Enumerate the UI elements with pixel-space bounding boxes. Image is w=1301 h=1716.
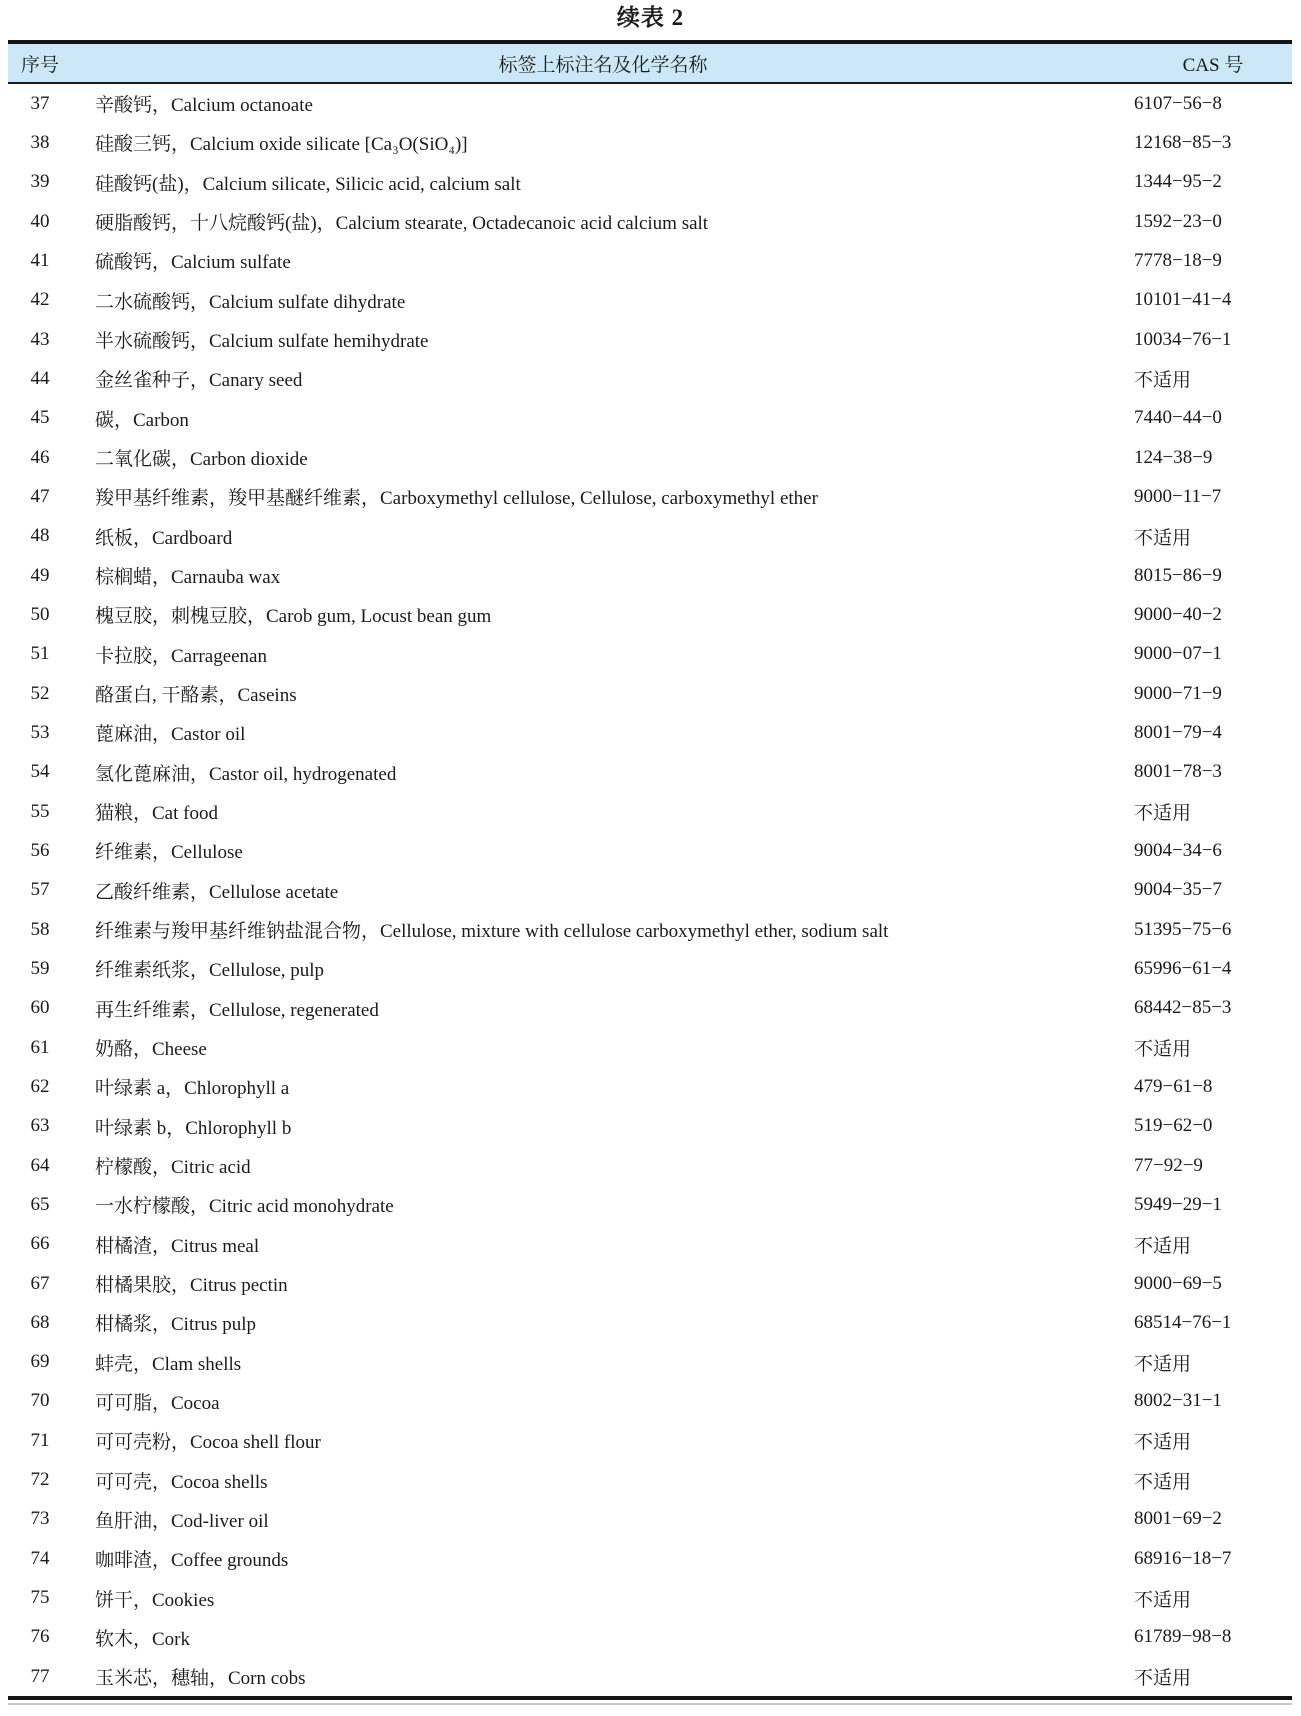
table-row — [8, 792, 1292, 831]
cas-number: 61789−98−8 — [1134, 1626, 1232, 1648]
substance-name: 乙酸纤维素，Cellulose acetate — [95, 881, 339, 903]
row-serial-number: 57 — [30, 879, 50, 901]
substance-name: 可可脂，Cocoa — [95, 1392, 220, 1414]
table-row — [8, 477, 1292, 516]
cas-number: 8001−69−2 — [1134, 1508, 1222, 1530]
cas-number: 8001−78−3 — [1134, 761, 1222, 783]
row-serial-number: 68 — [30, 1311, 50, 1333]
row-serial-number: 53 — [30, 721, 50, 743]
cas-number: 1592−23−0 — [1134, 210, 1222, 232]
cas-number: 124−38−9 — [1134, 446, 1213, 468]
substance-name: 奶酪，Cheese — [95, 1039, 207, 1061]
substance-name: 硅酸三钙，Calcium oxide silicate [Ca₃O(SiO₄)] — [95, 134, 468, 156]
table-row — [8, 1028, 1292, 1067]
cas-number: 68514−76−1 — [1134, 1311, 1232, 1333]
substance-name: 柑橘果胶，Citrus pectin — [95, 1275, 288, 1296]
cas-number: 9000−71−9 — [1134, 682, 1222, 704]
cas-number: 8002−31−1 — [1134, 1390, 1222, 1412]
substance-name: 硬脂酸钙，十八烷酸钙(盐)，Calcium stearate, Octadecanoic acid calcium salt — [95, 213, 709, 235]
row-serial-number: 38 — [30, 131, 50, 153]
substance-name: 咖啡渣，Coffee grounds — [95, 1550, 289, 1572]
substance-name: 氢化蓖麻油，Castor oil, hydrogenated — [95, 763, 397, 785]
row-serial-number: 43 — [30, 328, 50, 350]
substance-name: 纸板，Cardboard — [95, 527, 233, 549]
row-serial-number: 39 — [30, 171, 50, 193]
table-row — [8, 831, 1292, 870]
table-row — [8, 1539, 1292, 1578]
substance-name: 鱼肝油，Cod-liver oil — [95, 1510, 269, 1532]
substance-name: 猫粮，Cat food — [95, 803, 218, 825]
table-row — [8, 989, 1292, 1028]
row-serial-number: 71 — [30, 1429, 50, 1451]
cas-number: 8015−86−9 — [1134, 564, 1222, 586]
table-row — [8, 1382, 1292, 1421]
cas-number: 不适用 — [1134, 1589, 1192, 1611]
substance-name: 一水柠檬酸，Citric acid monohydrate — [95, 1196, 394, 1218]
row-serial-number: 66 — [30, 1233, 50, 1255]
row-serial-number: 61 — [30, 1036, 50, 1058]
bottom-rule-shadow — [8, 1703, 1292, 1705]
table-row — [8, 202, 1292, 241]
table-row — [8, 1460, 1292, 1499]
cas-number: 9000−69−5 — [1134, 1272, 1222, 1294]
substance-name: 玉米芯，穗轴，Corn cobs — [95, 1668, 306, 1690]
table-row — [8, 1264, 1292, 1303]
table-row — [8, 1578, 1292, 1617]
table-row — [8, 753, 1292, 792]
table-row — [8, 1303, 1292, 1342]
table-row — [8, 1067, 1292, 1106]
table-row — [8, 556, 1292, 595]
substance-name: 柠檬酸，Citric acid — [95, 1157, 251, 1179]
cas-number: 不适用 — [1134, 1668, 1192, 1690]
substance-name: 酪蛋白, 干酪素，Caseins — [95, 685, 297, 707]
row-serial-number: 59 — [30, 957, 50, 979]
table-row — [8, 1225, 1292, 1264]
substance-name: 纤维素与羧甲基纤维钠盐混合物，Cellulose, mixture with cellulose carboxymethyl ether, sodium salt — [95, 921, 889, 943]
table-row — [8, 871, 1292, 910]
row-serial-number: 45 — [30, 407, 50, 429]
substance-name: 碳，Carbon — [95, 409, 189, 431]
substance-name: 辛酸钙，Calcium octanoate — [95, 95, 313, 117]
substance-name: 纤维素纸浆，Cellulose, pulp — [95, 960, 325, 982]
row-serial-number: 69 — [30, 1351, 50, 1373]
table-row — [8, 1343, 1292, 1382]
table-row — [8, 1618, 1292, 1657]
row-serial-number: 46 — [30, 446, 50, 468]
cas-number: 不适用 — [1134, 1353, 1192, 1375]
cas-number: 77−92−9 — [1134, 1154, 1203, 1176]
cas-number: 7778−18−9 — [1134, 249, 1222, 271]
cas-number: 9000−11−7 — [1134, 485, 1222, 507]
cas-number: 10101−41−4 — [1134, 289, 1232, 311]
table-row — [8, 281, 1292, 320]
row-serial-number: 52 — [30, 682, 50, 704]
row-serial-number: 47 — [30, 485, 50, 507]
table-row — [8, 674, 1292, 713]
table-row — [8, 1657, 1292, 1696]
cas-number: 68442−85−3 — [1134, 997, 1232, 1019]
cas-number: 不适用 — [1134, 1471, 1192, 1493]
row-serial-number: 63 — [30, 1115, 50, 1137]
cas-number: 479−61−8 — [1134, 1075, 1213, 1097]
row-serial-number: 76 — [30, 1626, 50, 1648]
row-serial-number: 72 — [30, 1469, 50, 1491]
substance-name: 半水硫酸钙，Calcium sulfate hemihydrate — [95, 331, 429, 353]
cas-number: 68916−18−7 — [1134, 1547, 1232, 1569]
substance-name: 再生纤维素，Cellulose, regenerated — [95, 999, 379, 1021]
table-row — [8, 517, 1292, 556]
row-serial-number: 48 — [30, 525, 50, 547]
cas-number: 不适用 — [1134, 1235, 1192, 1257]
substances-table — [8, 40, 1292, 1700]
table-row — [8, 1421, 1292, 1460]
table-row — [8, 84, 1292, 123]
substance-name: 可可壳粉，Cocoa shell flour — [95, 1432, 321, 1454]
row-serial-number: 51 — [30, 643, 50, 665]
substance-name: 叶绿素 b，Chlorophyll b — [95, 1117, 292, 1139]
substance-name: 叶绿素 a，Chlorophyll a — [95, 1078, 290, 1100]
cas-number: 8001−79−4 — [1134, 721, 1222, 743]
substance-name: 纤维素，Cellulose — [95, 842, 243, 864]
row-serial-number: 65 — [30, 1193, 50, 1215]
row-serial-number: 42 — [30, 289, 50, 311]
cas-number: 519−62−0 — [1134, 1115, 1213, 1137]
table-row — [8, 1107, 1292, 1146]
substance-name: 二氧化碳，Carbon dioxide — [95, 449, 308, 471]
table-row — [8, 635, 1292, 674]
page-title: 续表 2 — [616, 5, 685, 30]
cas-number: 不适用 — [1134, 527, 1192, 549]
table-row — [8, 910, 1292, 949]
row-serial-number: 67 — [30, 1272, 50, 1294]
cas-number: 不适用 — [1134, 370, 1192, 392]
row-serial-number: 37 — [30, 92, 50, 114]
row-serial-number: 73 — [30, 1508, 50, 1530]
substance-name: 羧甲基纤维素，羧甲基醚纤维素，Carboxymethyl cellulose, Cellulose, carboxymethyl ether — [95, 488, 818, 510]
substance-name: 硫酸钙，Calcium sulfate — [95, 252, 291, 274]
substance-name: 槐豆胶，刺槐豆胶，Carob gum, Locust bean gum — [95, 606, 492, 628]
cas-number: 9004−35−7 — [1134, 879, 1222, 901]
row-serial-number: 70 — [30, 1390, 50, 1412]
substance-name: 金丝雀种子，Canary seed — [95, 370, 303, 392]
table-row — [8, 359, 1292, 398]
cas-number: 不适用 — [1134, 803, 1192, 825]
header-label-chemical-name: 标签上标注名及化学名称 — [498, 54, 708, 76]
cas-number: 51395−75−6 — [1134, 918, 1232, 940]
cas-number: 9000−07−1 — [1134, 643, 1222, 665]
cas-number: 9004−34−6 — [1134, 839, 1222, 861]
table-body — [8, 84, 1292, 1696]
table-row — [8, 438, 1292, 477]
row-serial-number: 60 — [30, 997, 50, 1019]
table-row — [8, 713, 1292, 752]
cas-number: 12168−85−3 — [1134, 131, 1232, 153]
substance-name: 可可壳，Cocoa shells — [95, 1471, 268, 1493]
substance-name: 二水硫酸钙，Calcium sulfate dihydrate — [95, 291, 406, 313]
row-serial-number: 50 — [30, 603, 50, 625]
table-row — [8, 123, 1292, 162]
substance-name: 卡拉胶，Carrageenan — [95, 645, 267, 667]
cas-number: 5949−29−1 — [1134, 1193, 1222, 1215]
row-serial-number: 49 — [30, 564, 50, 586]
row-serial-number: 55 — [30, 800, 50, 822]
substance-name: 蓖麻油，Castor oil — [95, 724, 246, 746]
row-serial-number: 74 — [30, 1547, 50, 1569]
cas-number: 9000−40−2 — [1134, 603, 1222, 625]
row-serial-number: 62 — [30, 1075, 50, 1097]
table-row — [8, 595, 1292, 634]
cas-number: 65996−61−4 — [1134, 957, 1232, 979]
row-serial-number: 58 — [30, 918, 50, 940]
substance-name: 蚌壳，Clam shells — [95, 1353, 242, 1375]
row-serial-number: 54 — [30, 761, 50, 783]
table-row — [8, 1500, 1292, 1539]
table-row — [8, 163, 1292, 202]
row-serial-number: 44 — [30, 367, 50, 389]
cas-number: 10034−76−1 — [1134, 328, 1232, 350]
substance-name: 棕榈蜡，Carnauba wax — [95, 567, 281, 589]
table-row — [8, 1146, 1292, 1185]
row-serial-number: 64 — [30, 1154, 50, 1176]
table-row — [8, 241, 1292, 280]
substance-name: 硅酸钙(盐)，Calcium silicate, Silicic acid, calcium salt — [95, 173, 521, 195]
row-serial-number: 40 — [30, 210, 50, 232]
row-serial-number: 56 — [30, 839, 50, 861]
substance-name: 软木，Cork — [95, 1628, 191, 1650]
table-row — [8, 949, 1292, 988]
substance-name: 柑橘浆，Citrus pulp — [95, 1314, 256, 1336]
cas-number: 7440−44−0 — [1134, 407, 1222, 429]
cas-number: 1344−95−2 — [1134, 171, 1222, 193]
row-serial-number: 75 — [30, 1587, 50, 1609]
table-row — [8, 320, 1292, 359]
header-cas-number: CAS 号 — [1182, 54, 1244, 76]
substance-name: 柑橘渣，Citrus meal — [95, 1235, 260, 1257]
table-row — [8, 399, 1292, 438]
table-row — [8, 1185, 1292, 1224]
row-serial-number: 77 — [30, 1665, 50, 1687]
cas-number: 不适用 — [1134, 1432, 1192, 1454]
table-header-row — [8, 44, 1292, 84]
cas-number: 6107−56−8 — [1134, 92, 1222, 114]
row-serial-number: 41 — [30, 249, 50, 271]
header-serial-number: 序号 — [20, 54, 59, 76]
substance-name: 饼干，Cookies — [95, 1589, 215, 1611]
cas-number: 不适用 — [1134, 1039, 1192, 1061]
